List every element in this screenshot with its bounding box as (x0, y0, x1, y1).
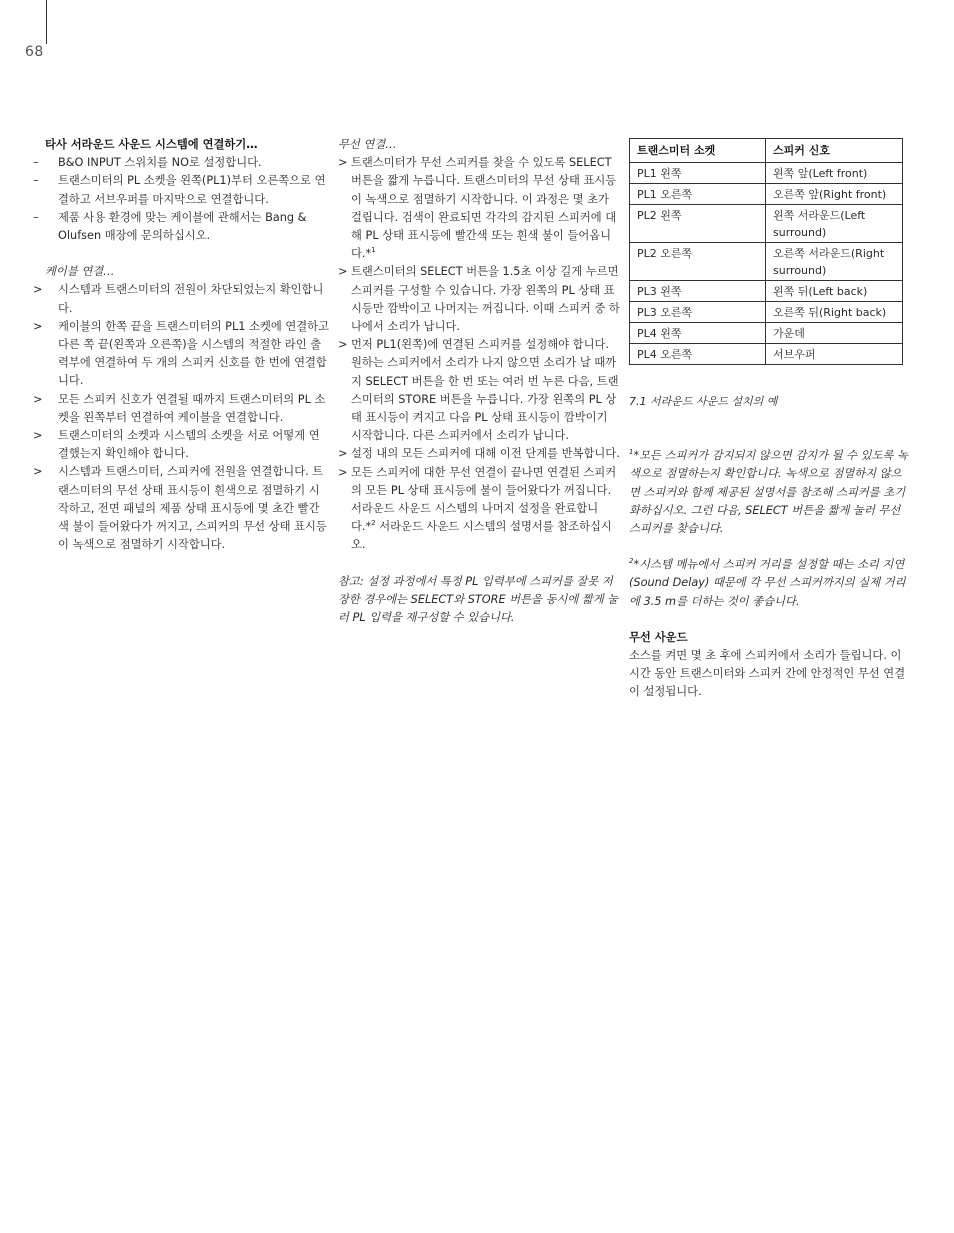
subheading: 케이블 연결… (45, 265, 115, 279)
step-item (33, 281, 330, 317)
step-text: 트랜스미터가 무선 스피커를 찾을 수 있도록 SELECT 버튼을 짧게 누릅니다. 트랜스미터의 무선 상태 표시등이 녹색으로 점멸하기 시작합니다. 이 과정은 몇 초가 걸립니다. 검색이 완료되면 각각의 감지된 스피커에 대해 PL 상태 표시등에 빨간색 또는 흰색 불이 들어옵니다.* (351, 156, 617, 261)
table-header: 트랜스미터 소켓 (630, 139, 766, 163)
body-text: 소스를 켜면 몇 초 후에 스피커에서 소리가 들립니다. 이 시간 동안 트랜스미터와 스피커 간에 안정적인 무선 연결이 설정됩니다. (629, 649, 906, 699)
table-cell: PL1 오른쪽 (630, 184, 766, 205)
table-cell: 오른쪽 앞(Right front) (766, 184, 903, 205)
step-item (33, 391, 330, 427)
step-text: 먼저 PL1(왼쪽)에 연결된 스피커를 설정해야 합니다. 원하는 스피커에서 소리가 나지 않으면 소리가 날 때까지 SELECT 버튼을 한 번 또는 여러 번 누른 다음, 트랜스미터의 STORE 버튼을 누릅니다. 가장 왼쪽의 PL 상태 표시등이 켜지고 다음 PL 상태 표시등이 깜박이기 시작합니다. 다른 스피커에서 소리가 납니다. (351, 338, 619, 443)
table-cell: PL4 오른쪽 (630, 344, 766, 365)
step-text-continued: 서라운드 사운드 시스템의 설명서를 참조하십시오. (351, 520, 612, 552)
step-text: 케이블의 한쪽 끝을 트랜스미터의 PL1 소켓에 연결하고 다른 쪽 끝(왼쪽과 오른쪽)을 시스템의 적절한 라인 출력부에 연결하여 두 개의 스피커 신호를 한 번에 연결합니다. (58, 319, 330, 388)
footnote-text: *모든 스피커가 감지되지 않으면 감지가 될 수 있도록 녹색으로 점멸하는지 확인합니다. 녹색으로 점멸하지 않으면 스피커와 함께 제공된 설명서를 참조해 스피커를 초기화하십시오. 그런 다음, SELECT 버튼을 짧게 눌러 무선 스피커를 찾습니다. (629, 449, 908, 536)
table-row (630, 163, 903, 184)
dash-item (33, 154, 330, 172)
footnote-text: *시스템 메뉴에서 스피커 거리를 설정할 때는 소리 지연(Sound Delay) 때문에 각 무선 스피커까지의 실제 거리에 3.5 m를 더하는 것이 좋습니다. (629, 558, 906, 608)
step-item (338, 464, 620, 555)
table-cell: 왼쪽 서라운드(Left surround) (766, 205, 903, 243)
table-row (630, 302, 903, 323)
dash-item-text: B&O INPUT 스위치를 NO로 설정합니다. (58, 156, 262, 170)
table-header-row (630, 139, 903, 163)
dash-mark: – (33, 174, 39, 188)
step-text: 시스템과 트랜스미터, 스피커에 전원을 연결합니다. 트랜스미터의 무선 상태 표시등이 흰색으로 점멸하기 시작하고, 전면 패널의 제품 상태 표시등에 몇 초간 빨간색 불이 들어왔다가 꺼지고, 스피커의 무선 상태 표시등이 녹색으로 점멸하기 시작합니다. (58, 465, 327, 552)
page-number: 68 (25, 44, 44, 60)
table-row (630, 344, 903, 365)
arrow-mark: > (33, 392, 43, 406)
arrow-mark: > (33, 319, 43, 333)
dash-mark: – (33, 156, 39, 170)
table-cell: 오른쪽 뒤(Right back) (766, 302, 903, 323)
arrow-mark: > (338, 265, 348, 279)
arrow-mark: > (338, 156, 348, 170)
table-row (630, 205, 903, 243)
arrow-mark: > (338, 465, 348, 479)
section-heading: 타사 서라운드 사운드 시스템에 연결하기… (45, 138, 258, 151)
step-item (33, 318, 330, 391)
step-item (338, 263, 620, 336)
dash-mark: – (33, 210, 39, 224)
table-cell: 오른쪽 서라운드(Right surround) (766, 243, 903, 281)
table-cell: 왼쪽 뒤(Left back) (766, 281, 903, 302)
arrow-mark: > (33, 429, 43, 443)
step-item (33, 463, 330, 554)
footnote-1 (629, 447, 911, 538)
table-cell: 왼쪽 앞(Left front) (766, 163, 903, 184)
step-text: 설정 내의 모든 스피커에 대해 이전 단계를 반복합니다. (351, 447, 620, 461)
step-item (338, 445, 620, 463)
column-middle (338, 136, 620, 627)
table-cell: 서브우퍼 (766, 344, 903, 365)
table-cell: PL3 왼쪽 (630, 281, 766, 302)
footnote-marker: 1 (629, 448, 634, 457)
dash-item (33, 172, 330, 208)
step-item (338, 336, 620, 445)
footnote-ref: 1 (371, 246, 376, 255)
arrow-mark: > (338, 338, 348, 352)
table-cell: 가운데 (766, 323, 903, 344)
table-cell: PL3 오른쪽 (630, 302, 766, 323)
table-row (630, 323, 903, 344)
dash-item (33, 209, 330, 245)
socket-signal-table (629, 138, 903, 365)
step-text: 트랜스미터의 SELECT 버튼을 1.5초 이상 길게 누르면 스피커를 구성할 수 있습니다. 가장 왼쪽의 PL 상태 표시등만 깜박이고 나머지는 꺼집니다. 이때 스피커 중 하나에서 소리가 납니다. (351, 265, 620, 334)
column-left (33, 136, 330, 554)
footnote-marker: 2 (629, 557, 634, 566)
table-row (630, 184, 903, 205)
section-heading: 무선 사운드 (629, 630, 688, 644)
step-text: 시스템과 트랜스미터의 전원이 차단되었는지 확인합니다. (58, 283, 324, 315)
step-item (33, 427, 330, 463)
dash-item-text: 트랜스미터의 PL 소켓을 왼쪽(PL1)부터 오른쪽으로 연결하고 서브우퍼를 마지막으로 연결합니다. (58, 174, 326, 206)
arrow-mark: > (338, 447, 348, 461)
subheading: 무선 연결… (338, 138, 397, 151)
page-rule (46, 0, 47, 44)
step-text: 트랜스미터의 소켓과 시스템의 소켓을 서로 어떻게 연결했는지 확인해야 합니다. (58, 429, 320, 461)
arrow-mark: > (33, 283, 43, 297)
note-text: 참고: 설정 과정에서 특정 PL 입력부에 스피커를 잘못 저장한 경우에는 SELECT와 STORE 버튼을 동시에 짧게 눌러 PL 입력을 재구성할 수 있습니다. (338, 574, 619, 625)
step-text: 모든 스피커 신호가 연결될 때까지 트랜스미터의 PL 소켓을 왼쪽부터 연결하여 케이블을 연결합니다. (58, 392, 326, 424)
step-text: 모든 스피커에 대한 무선 연결이 끝나면 연결된 스피커의 모든 PL 상태 표시등에 불이 들어왔다가 꺼집니다. 서라운드 사운드 시스템의 나머지 설정을 완료합니다.* (351, 465, 617, 534)
footnote-2 (629, 556, 911, 611)
table-row (630, 243, 903, 281)
step-item (338, 154, 620, 263)
dash-item-text: 제품 사용 환경에 맞는 케이블에 관해서는 Bang & Olufsen 매장에 문의하십시오. (58, 210, 307, 243)
table-cell: PL1 왼쪽 (630, 163, 766, 184)
table-row (630, 281, 903, 302)
table-cell: PL2 오른쪽 (630, 243, 766, 281)
table-caption: 7.1 서라운드 사운드 설치의 예 (629, 395, 778, 408)
column-right (629, 136, 911, 702)
footnote-ref: 2 (371, 519, 376, 528)
arrow-mark: > (33, 465, 43, 479)
table-cell: PL2 왼쪽 (630, 205, 766, 243)
table-header: 스피커 신호 (766, 139, 903, 163)
table-cell: PL4 왼쪽 (630, 323, 766, 344)
